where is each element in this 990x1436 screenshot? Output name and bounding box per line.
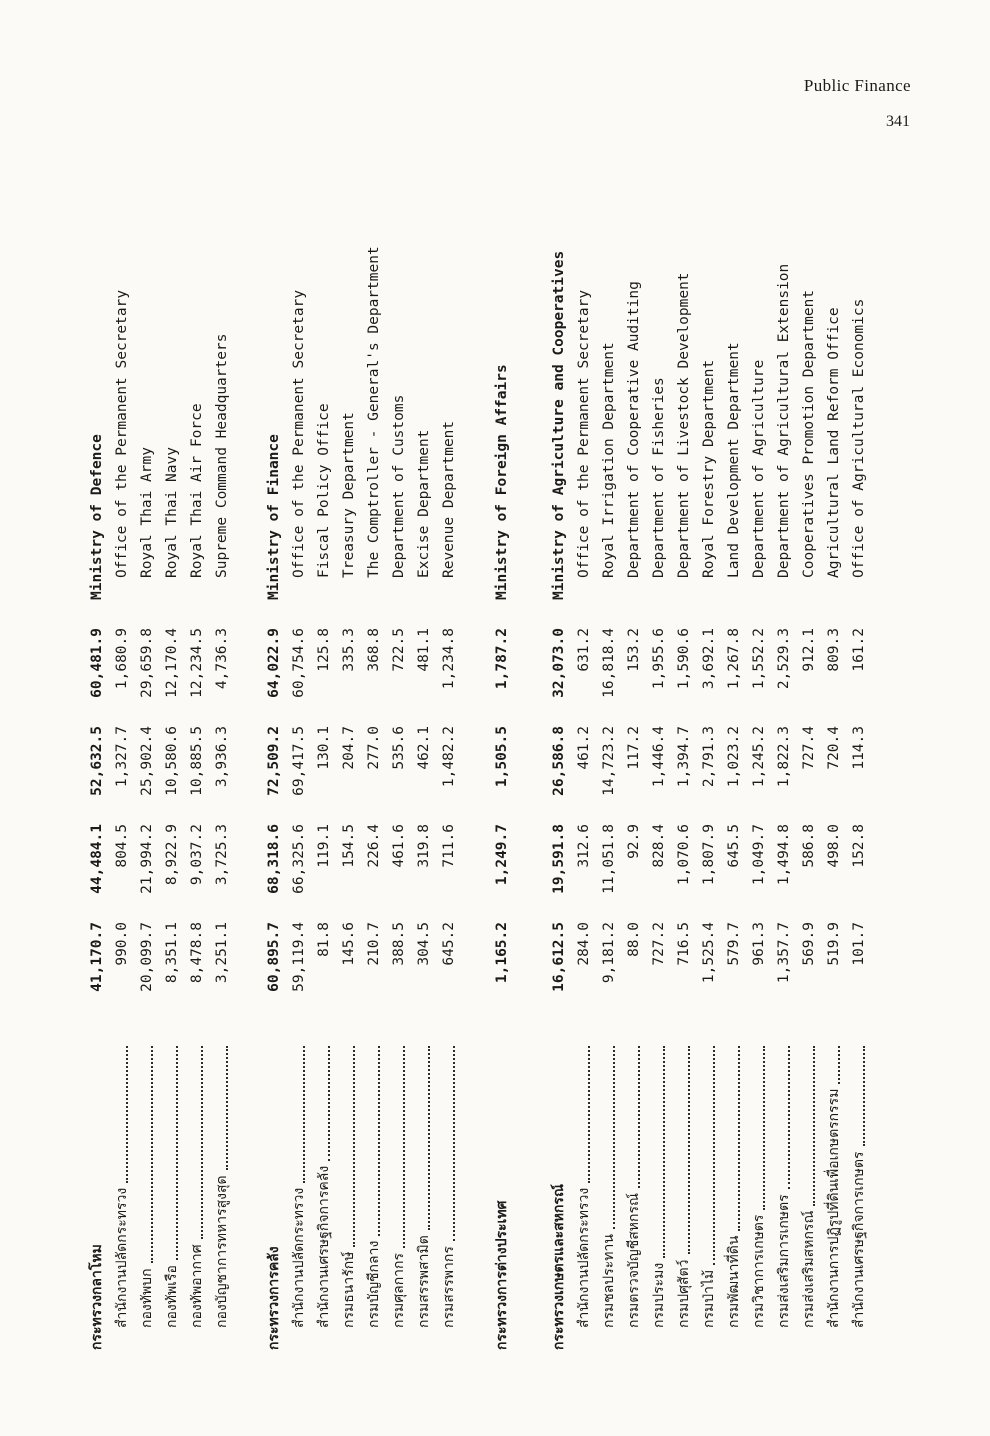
budget-value-col3: 10,580.6	[164, 726, 180, 796]
budget-value-col2: 8,922.9	[164, 824, 180, 886]
english-name: Royal Thai Navy	[164, 447, 180, 578]
budget-value-col4: 1,552.2	[751, 628, 767, 690]
department-row	[622, 250, 647, 1350]
budget-value-col4: 64,022.9	[266, 628, 282, 698]
thai-name-cell	[110, 1020, 135, 1350]
budget-value-col2: 1,070.6	[676, 824, 692, 886]
budget-value-col4: 335.3	[341, 628, 357, 672]
budget-value-col4: 60,481.9	[89, 628, 105, 698]
ministry-row	[85, 250, 110, 1350]
thai-name-cell	[135, 1020, 160, 1350]
department-row	[362, 246, 387, 1350]
budget-value-col1: 716.5	[676, 922, 692, 966]
rotated-budget-table	[85, 246, 897, 1350]
department-row	[672, 250, 697, 1350]
thai-name: กองทัพอากาศ	[189, 1244, 205, 1328]
budget-value-col3: 1,023.2	[726, 726, 742, 788]
thai-name: สำนักงานปลัดกระทรวง	[576, 1187, 592, 1328]
thai-name: กรมตรวจบัญชีสหกรณ์	[626, 1193, 642, 1328]
english-name: Department of Fisheries	[651, 377, 667, 578]
budget-value-col3: 72,509.2	[266, 726, 282, 796]
english-name: Ministry of Defence	[89, 434, 105, 600]
english-name: Royal Irrigation Department	[601, 342, 617, 578]
ministry-row	[490, 250, 515, 1350]
budget-value-col1: 579.7	[726, 922, 742, 966]
thai-name: กองบัญชาการทหารสูงสุด	[214, 1175, 230, 1328]
budget-value-col2: 3,725.3	[214, 824, 230, 886]
budget-value-col3: 117.2	[626, 726, 642, 770]
english-name: Office of the Permanent Secretary	[114, 289, 130, 578]
budget-value-col2: 9,037.2	[189, 824, 205, 886]
thai-name: กองทัพบก	[139, 1268, 155, 1328]
english-name: Supreme Command Headquarters	[214, 333, 230, 578]
budget-value-col2: 154.5	[341, 824, 357, 868]
thai-name: กรมป่าไม้	[701, 1269, 717, 1328]
ministry-section	[547, 250, 872, 1350]
budget-value-col4: 1,955.6	[651, 628, 667, 690]
english-name: Office of the Permanent Secretary	[291, 289, 307, 578]
budget-value-col4: 60,754.6	[291, 628, 307, 698]
thai-name-cell	[437, 1020, 462, 1350]
thai-name-cell	[85, 1020, 110, 1350]
thai-name-cell	[572, 1020, 597, 1350]
budget-value-col1: 645.2	[441, 922, 457, 966]
department-row	[210, 250, 235, 1350]
dot-leader	[588, 1046, 590, 1183]
dot-leader	[328, 1046, 330, 1161]
budget-value-col2: 1,249.7	[494, 824, 510, 886]
thai-name-cell	[672, 1020, 697, 1350]
budget-value-col3: 1,482.2	[441, 726, 457, 788]
english-name: Ministry of Foreign Affairs	[494, 364, 510, 600]
english-name: Royal Thai Army	[139, 447, 155, 578]
dot-leader	[763, 1046, 765, 1210]
english-name: Ministry of Agriculture and Cooperatives	[551, 250, 567, 600]
thai-name: กรมธนารักษ์	[341, 1251, 357, 1328]
ministry-section	[85, 250, 235, 1350]
dot-leader	[378, 1046, 380, 1236]
budget-value-col4: 16,818.4	[601, 628, 617, 698]
budget-value-col1: 145.6	[341, 922, 357, 966]
budget-value-col4: 12,170.4	[164, 628, 180, 698]
thai-name-cell	[412, 1020, 437, 1350]
budget-value-col2: 68,318.6	[266, 824, 282, 894]
budget-value-col3: 1,327.7	[114, 726, 130, 788]
budget-value-col1: 1,357.7	[776, 922, 792, 984]
budget-value-col3: 52,632.5	[89, 726, 105, 796]
dot-leader	[151, 1046, 153, 1263]
budget-value-col4: 153.2	[626, 628, 642, 672]
budget-value-col1: 990.0	[114, 922, 130, 966]
english-name: Cooperatives Promotion Department	[801, 289, 817, 578]
thai-name-cell	[847, 1020, 872, 1350]
budget-value-col2: 1,807.9	[701, 824, 717, 886]
department-row	[572, 250, 597, 1350]
thai-name-cell	[490, 1020, 515, 1350]
budget-value-col1: 16,612.5	[551, 922, 567, 992]
ministry-row	[262, 250, 287, 1350]
budget-value-col1: 60,895.7	[266, 922, 282, 992]
department-row	[697, 250, 722, 1350]
budget-value-col2: 461.6	[391, 824, 407, 868]
dot-leader	[353, 1046, 355, 1247]
running-head: Public Finance	[803, 76, 911, 95]
budget-value-col1: 20,099.7	[139, 922, 155, 992]
budget-value-col3: 1,505.5	[494, 726, 510, 788]
ministry-section	[490, 250, 515, 1350]
budget-value-col2: 498.0	[826, 824, 842, 868]
page-number: 341	[886, 113, 910, 130]
budget-value-col4: 125.8	[316, 628, 332, 672]
budget-value-col4: 29,659.8	[139, 628, 155, 698]
budget-value-col1: 304.5	[416, 922, 432, 966]
budget-value-col1: 81.8	[316, 922, 332, 957]
thai-name-cell	[210, 1020, 235, 1350]
thai-name: กระทรวงการต่างประเทศ	[494, 1200, 510, 1350]
budget-value-col2: 1,494.8	[776, 824, 792, 886]
budget-value-col3: 114.3	[851, 726, 867, 770]
department-row	[437, 250, 462, 1350]
dot-leader	[613, 1046, 615, 1229]
english-name: The Comptroller - General's Department	[366, 246, 382, 578]
department-row	[797, 250, 822, 1350]
english-name: Treasury Department	[341, 412, 357, 578]
budget-value-col4: 1,787.2	[494, 628, 510, 690]
budget-value-col4: 809.3	[826, 628, 842, 672]
department-row	[110, 250, 135, 1350]
dot-leader	[453, 1046, 455, 1241]
thai-name-cell	[697, 1020, 722, 1350]
budget-value-col2: 19,591.8	[551, 824, 567, 894]
thai-name-cell	[747, 1020, 772, 1350]
english-name: Excise Department	[416, 429, 432, 578]
thai-name: กรมส่งเสริมการเกษตร	[776, 1194, 792, 1328]
thai-name-cell	[312, 1020, 337, 1350]
budget-value-col4: 161.2	[851, 628, 867, 672]
budget-value-col2: 92.9	[626, 824, 642, 859]
thai-name: กรมพัฒนาที่ดิน	[726, 1235, 742, 1328]
thai-name-cell	[287, 1020, 312, 1350]
dot-leader	[838, 1046, 840, 1084]
thai-name: กรมบัญชีกลาง	[366, 1240, 382, 1328]
budget-value-col2: 66,325.6	[291, 824, 307, 894]
thai-name-cell	[362, 1020, 387, 1350]
department-row	[185, 250, 210, 1350]
budget-value-col1: 1,525.4	[701, 922, 717, 984]
dot-leader	[863, 1046, 865, 1146]
budget-value-col3: 25,902.4	[139, 726, 155, 796]
budget-value-col3: 3,936.3	[214, 726, 230, 788]
thai-name-cell	[722, 1020, 747, 1350]
english-name: Department of Customs	[391, 394, 407, 578]
thai-name-cell	[622, 1020, 647, 1350]
department-row	[412, 250, 437, 1350]
budget-value-col4: 481.1	[416, 628, 432, 672]
english-name: Department of Agricultural Extension	[776, 263, 792, 578]
department-row	[847, 250, 872, 1350]
thai-name-cell	[597, 1020, 622, 1350]
thai-name: กรมสรรพสามิต	[416, 1235, 432, 1328]
thai-name: สำนักงานเศรษฐกิจการคลัง	[316, 1165, 332, 1328]
budget-value-col4: 1,234.8	[441, 628, 457, 690]
thai-name: กระทรวงการคลัง	[266, 1246, 282, 1350]
budget-value-col3: 1,394.7	[676, 726, 692, 788]
budget-value-col3: 14,723.2	[601, 726, 617, 796]
budget-value-col2: 312.6	[576, 824, 592, 868]
thai-name: กระทรวงเกษตรและสหกรณ์	[551, 1184, 567, 1350]
budget-value-col4: 1,267.8	[726, 628, 742, 690]
budget-value-col4: 722.5	[391, 628, 407, 672]
english-name: Royal Forestry Department	[701, 359, 717, 578]
thai-name-cell	[337, 1020, 362, 1350]
budget-value-col3: 2,791.3	[701, 726, 717, 788]
thai-name: กระทรวงกลาโหม	[89, 1244, 105, 1350]
budget-value-col4: 1,590.6	[676, 628, 692, 690]
dot-leader	[226, 1046, 228, 1170]
dot-leader	[663, 1046, 665, 1258]
dot-leader	[403, 1046, 405, 1248]
budget-value-col4: 368.8	[366, 628, 382, 672]
dot-leader	[303, 1046, 305, 1183]
department-row	[597, 250, 622, 1350]
thai-name: สำนักงานปลัดกระทรวง	[114, 1187, 130, 1328]
budget-value-col1: 8,351.1	[164, 922, 180, 984]
budget-value-col3: 204.7	[341, 726, 357, 770]
budget-value-col1: 101.7	[851, 922, 867, 966]
english-name: Fiscal Policy Office	[316, 403, 332, 578]
dot-leader	[201, 1046, 203, 1239]
budget-value-col3: 720.4	[826, 726, 842, 770]
department-row	[160, 250, 185, 1350]
budget-value-col1: 961.3	[751, 922, 767, 966]
dot-leader	[638, 1046, 640, 1188]
ministry-row	[547, 250, 572, 1350]
dot-leader	[688, 1046, 690, 1255]
thai-name: กรมสรรพากร	[441, 1246, 457, 1328]
english-name: Revenue Department	[441, 420, 457, 578]
budget-value-col2: 804.5	[114, 824, 130, 868]
department-row	[312, 250, 337, 1350]
thai-name-cell	[160, 1020, 185, 1350]
budget-value-col3: 462.1	[416, 726, 432, 770]
budget-value-col2: 119.1	[316, 824, 332, 868]
department-row	[387, 250, 412, 1350]
budget-value-col2: 1,049.7	[751, 824, 767, 886]
dot-leader	[126, 1046, 128, 1183]
thai-name: สำนักงานปลัดกระทรวง	[291, 1187, 307, 1328]
budget-value-col1: 519.9	[826, 922, 842, 966]
thai-name: กองทัพเรือ	[164, 1265, 180, 1328]
english-name: Department of Cooperative Auditing	[626, 281, 642, 578]
thai-name: สำนักงานการปฏิรูปที่ดินเพื่อเกษตรกรรม	[826, 1088, 842, 1328]
department-row	[337, 250, 362, 1350]
budget-value-col3: 69,417.5	[291, 726, 307, 796]
department-row	[647, 250, 672, 1350]
budget-value-col3: 1,446.4	[651, 726, 667, 788]
thai-name: สำนักงานเศรษฐกิจการเกษตร	[851, 1151, 867, 1328]
budget-value-col4: 12,234.5	[189, 628, 205, 698]
department-row	[822, 250, 847, 1350]
thai-name: กรมวิชาการเกษตร	[751, 1214, 767, 1328]
dot-leader	[428, 1046, 430, 1230]
dot-leader	[738, 1046, 740, 1231]
english-name: Ministry of Finance	[266, 434, 282, 600]
budget-value-col3: 277.0	[366, 726, 382, 770]
budget-value-col4: 631.2	[576, 628, 592, 672]
department-row	[135, 250, 160, 1350]
budget-value-col2: 586.8	[801, 824, 817, 868]
department-row	[722, 250, 747, 1350]
budget-value-col1: 284.0	[576, 922, 592, 966]
english-name: Royal Thai Air Force	[189, 403, 205, 578]
english-name: Department of Livestock Development	[676, 272, 692, 578]
budget-value-col4: 32,073.0	[551, 628, 567, 698]
thai-name-cell	[185, 1020, 210, 1350]
english-name: Department of Agriculture	[751, 359, 767, 578]
thai-name: กรมศุลกากร	[391, 1252, 407, 1328]
budget-value-col1: 88.0	[626, 922, 642, 957]
budget-value-col1: 41,170.7	[89, 922, 105, 992]
budget-value-col3: 1,245.2	[751, 726, 767, 788]
thai-name: กรมปศุสัตว์	[676, 1259, 692, 1328]
english-name: Office of the Permanent Secretary	[576, 289, 592, 578]
dot-leader	[713, 1046, 715, 1265]
budget-value-col1: 8,478.8	[189, 922, 205, 984]
budget-value-col1: 9,181.2	[601, 922, 617, 984]
budget-value-col1: 210.7	[366, 922, 382, 966]
budget-value-col3: 727.4	[801, 726, 817, 770]
thai-name-cell	[822, 1020, 847, 1350]
dot-leader	[176, 1046, 178, 1260]
budget-value-col2: 44,484.1	[89, 824, 105, 894]
budget-value-col2: 645.5	[726, 824, 742, 868]
budget-value-col2: 11,051.8	[601, 824, 617, 894]
budget-value-col1: 727.2	[651, 922, 667, 966]
budget-value-col3: 1,822.3	[776, 726, 792, 788]
budget-value-col3: 535.6	[391, 726, 407, 770]
thai-name-cell	[772, 1020, 797, 1350]
budget-value-col4: 2,529.3	[776, 628, 792, 690]
department-row	[287, 250, 312, 1350]
budget-value-col1: 1,165.2	[494, 922, 510, 984]
budget-value-col1: 3,251.1	[214, 922, 230, 984]
thai-name-cell	[547, 1020, 572, 1350]
thai-name-cell	[797, 1020, 822, 1350]
budget-value-col2: 226.4	[366, 824, 382, 868]
budget-value-col1: 59,119.4	[291, 922, 307, 992]
budget-value-col4: 912.1	[801, 628, 817, 672]
thai-name-cell	[647, 1020, 672, 1350]
budget-value-col1: 569.9	[801, 922, 817, 966]
ministry-section	[262, 246, 462, 1350]
department-row	[772, 250, 797, 1350]
thai-name-cell	[262, 1020, 287, 1350]
budget-value-col2: 152.8	[851, 824, 867, 868]
budget-value-col3: 130.1	[316, 726, 332, 770]
english-name: Office of Agricultural Economics	[851, 298, 867, 578]
thai-name-cell	[387, 1020, 412, 1350]
thai-name: กรมส่งเสริมสหกรณ์	[801, 1210, 817, 1328]
budget-value-col3: 10,885.5	[189, 726, 205, 796]
budget-value-col4: 1,680.9	[114, 628, 130, 690]
department-row	[747, 250, 772, 1350]
budget-value-col4: 4,736.3	[214, 628, 230, 690]
thai-name: กรมประมง	[651, 1262, 667, 1328]
budget-value-col1: 388.5	[391, 922, 407, 966]
budget-value-col2: 828.4	[651, 824, 667, 868]
english-name: Agricultural Land Reform Office	[826, 307, 842, 578]
budget-value-col3: 461.2	[576, 726, 592, 770]
dot-leader	[813, 1046, 815, 1206]
budget-value-col2: 21,994.2	[139, 824, 155, 894]
budget-value-col2: 319.8	[416, 824, 432, 868]
budget-value-col3: 26,586.8	[551, 726, 567, 796]
budget-value-col2: 711.6	[441, 824, 457, 868]
english-name: Land Development Department	[726, 342, 742, 578]
budget-value-col4: 3,692.1	[701, 628, 717, 690]
thai-name: กรมชลประทาน	[601, 1234, 617, 1328]
dot-leader	[788, 1046, 790, 1189]
